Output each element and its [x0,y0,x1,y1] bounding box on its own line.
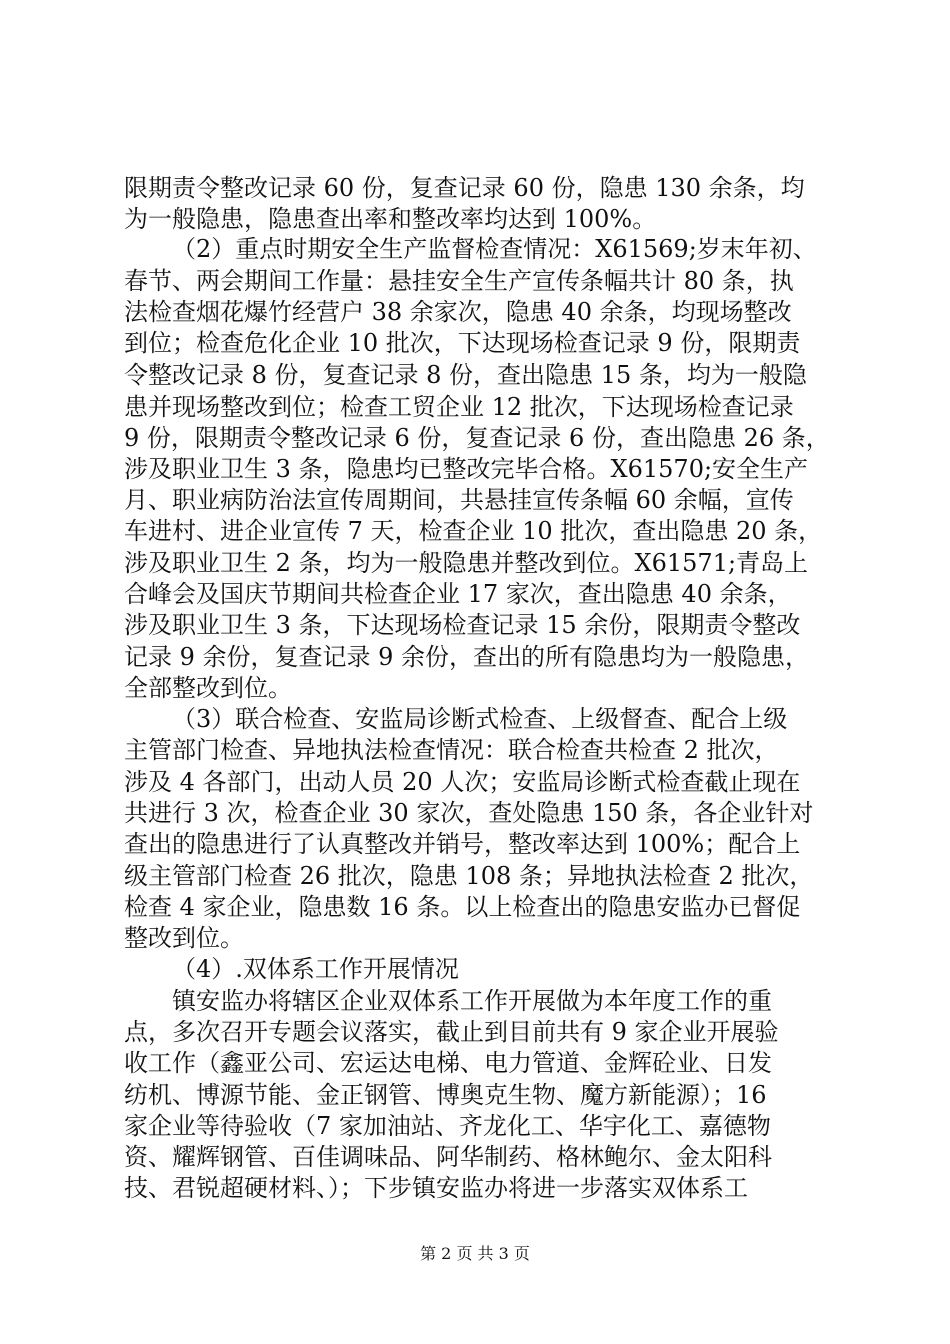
body-text-line: 纺机、博源节能、金正钢管、博奥克生物、魔方新能源）；16 [124,1081,767,1109]
body-text-line: 技、君锐超硬材料、）；下步镇安监办将进一步落实双体系工 [124,1174,748,1202]
body-text-line: 涉及职业卫生 3 条，隐患均已整改完毕合格。X61570;安全生产 [124,455,809,483]
body-text-line: 法检查烟花爆竹经营户 38 余家次，隐患 40 余条，均现场整改 [124,298,792,326]
body-text-line: 9 份，限期责令整改记录 6 份，复查记录 6 份，查出隐患 26 条， [124,424,830,452]
body-text-line: （2）重点时期安全生产监督检查情况：X61569;岁末年初、 [172,235,817,263]
body-text-line: 镇安监办将辖区企业双体系工作开展做为本年度工作的重 [172,987,772,1015]
body-text-line: 主管部门检查、异地执法检查情况：联合检查共检查 2 批次， [124,736,779,764]
body-text-line: 限期责令整改记录 60 份，复查记录 60 份，隐患 130 余条，均 [124,174,805,202]
body-text-line: 级主管部门检查 26 批次，隐患 108 条；异地执法检查 2 批次， [124,862,814,890]
body-text-line: 检查 4 家企业，隐患数 16 条。以上检查出的隐患安监办已督促 [124,893,801,921]
body-text-line: 春节、两会期间工作量：悬挂安全生产宣传条幅共计 80 条，执 [124,267,794,295]
body-text-line: 车进村、进企业宣传 7 天，检查企业 10 批次，查出隐患 20 条， [124,517,823,545]
body-text-line: 为一般隐患，隐患查出率和整改率均达到 100%。 [124,205,657,233]
body-text-line: 到位；检查危化企业 10 批次，下达现场检查记录 9 份，限期责 [124,329,801,357]
body-text-line: 合峰会及国庆节期间共检查企业 17 家次，查出隐患 40 余条， [124,580,792,608]
body-text-line: 整改到位。 [124,924,244,952]
body-text-line: 记录 9 余份，复查记录 9 余份，查出的所有隐患均为一般隐患， [124,643,810,671]
body-text-line: 患并现场整改到位；检查工贸企业 12 批次，下达现场检查记录 [124,393,794,421]
body-text-line: 资、耀辉钢管、百佳调味品、阿华制药、格林鲍尔、金太阳科 [124,1143,772,1171]
body-text-line: 共进行 3 次，检查企业 30 家次，查处隐患 150 条，各企业针对 [124,799,814,827]
body-text-line: 涉及职业卫生 2 条，均为一般隐患并整改到位。X61571;青岛上 [124,549,809,577]
body-text-line: 收工作（鑫亚公司、宏运达电梯、电力管道、金辉砼业、日发 [124,1049,772,1077]
section-heading: （4）.双体系工作开展情况 [172,955,459,983]
body-text-line: 涉及职业卫生 3 条，下达现场检查记录 15 余份，限期责令整改 [124,611,801,639]
body-text-line: 全部整改到位。 [124,674,292,702]
page-number-footer: 第 2 页 共 3 页 [420,1244,530,1263]
body-text-line: 点，多次召开专题会议落实，截止到目前共有 9 家企业开展验 [124,1018,779,1046]
body-text-line: 查出的隐患进行了认真整改并销号，整改率达到 100%；配合上 [124,830,801,858]
body-text-line: 家企业等待验收（7 家加油站、齐龙化工、华宇化工、嘉德物 [124,1112,771,1140]
body-text-line: （3）联合检查、安监局诊断式检查、上级督查、配合上级 [172,705,788,733]
body-text-line: 涉及 4 各部门，出动人员 20 人次；安监局诊断式检查截止现在 [124,768,801,796]
body-text-line: 月、职业病防治法宣传周期间，共悬挂宣传条幅 60 余幅，宣传 [124,486,794,514]
body-text-line: 令整改记录 8 份，复查记录 8 份，查出隐患 15 条，均为一般隐 [124,361,807,389]
